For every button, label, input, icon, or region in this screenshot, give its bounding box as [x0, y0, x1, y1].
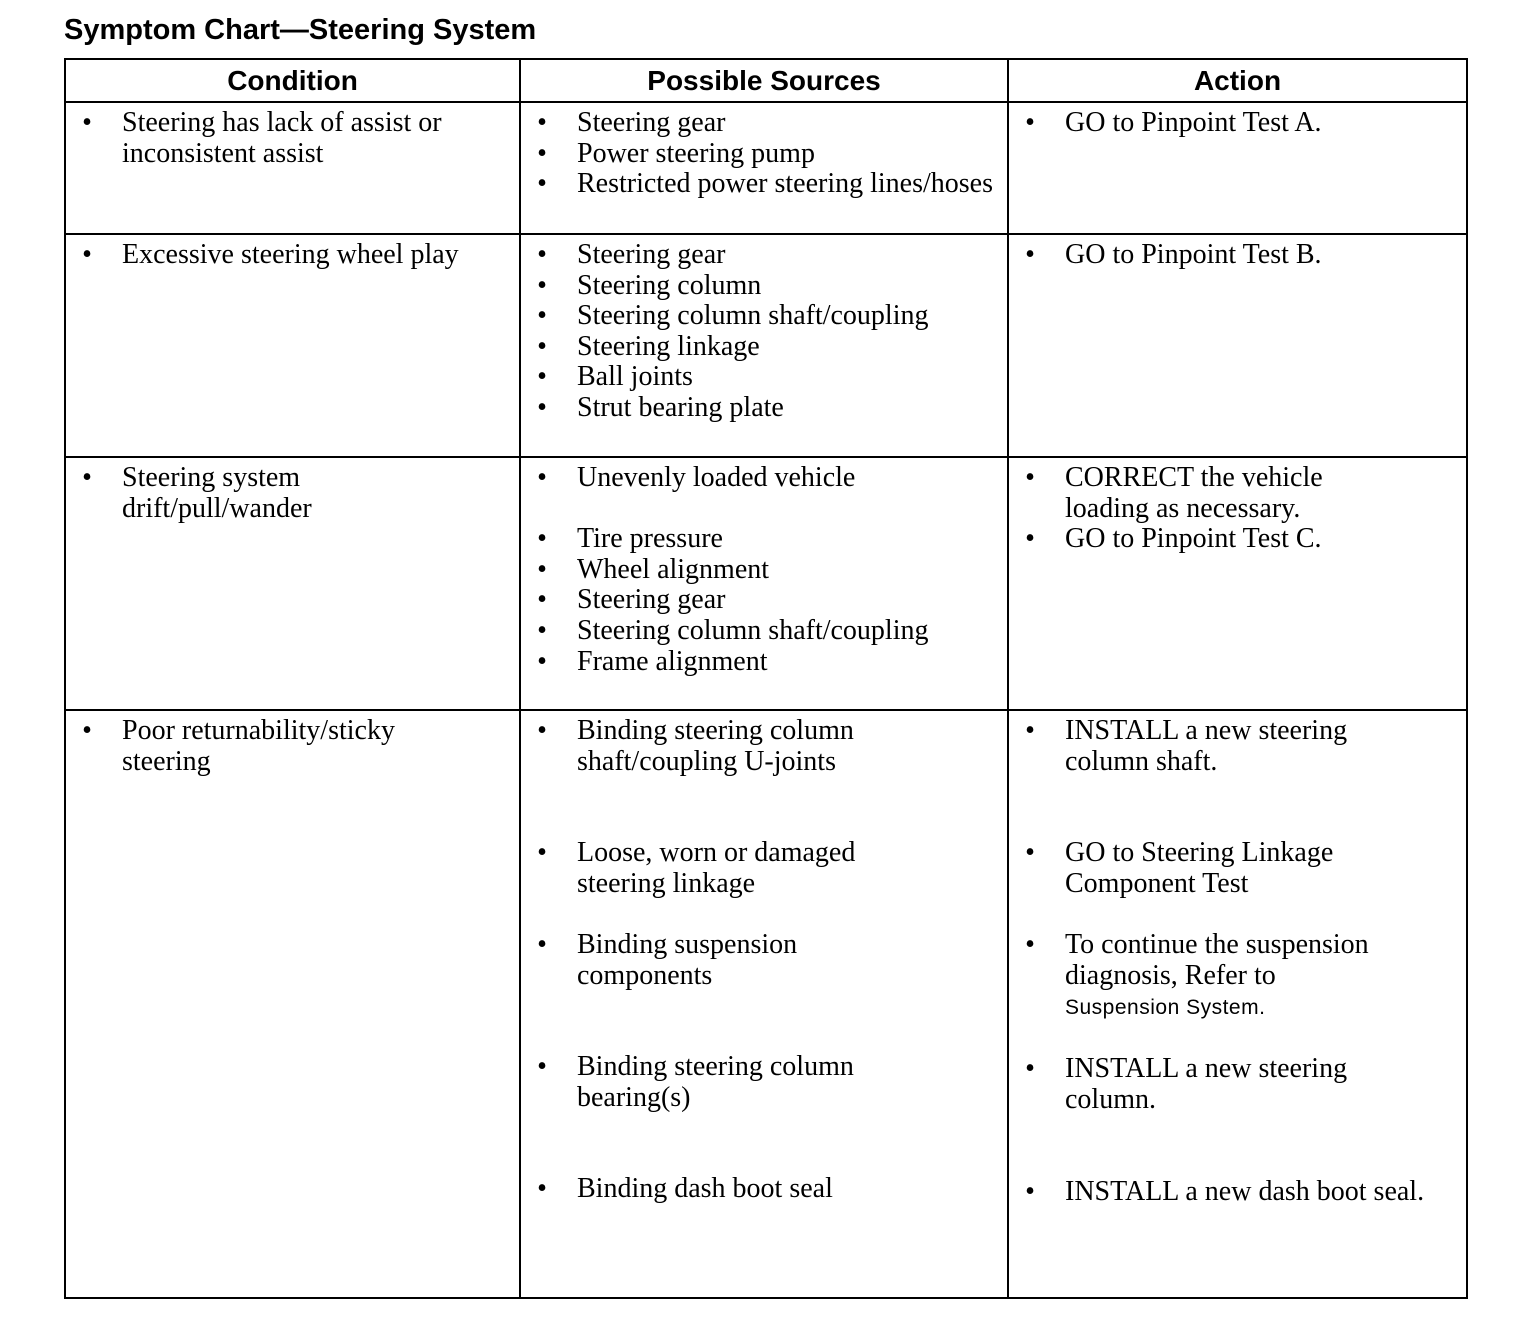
- bullet-icon: •: [82, 239, 92, 270]
- bullet-icon: •: [1025, 523, 1035, 555]
- condition-cell: [65, 102, 520, 234]
- bullet-icon: •: [1025, 928, 1035, 960]
- bullet-icon: •: [537, 107, 547, 138]
- condition-cell: [65, 710, 520, 1298]
- action-cell: [1008, 710, 1467, 1298]
- bullet-icon: •: [537, 584, 547, 616]
- bullet-icon: •: [537, 715, 547, 746]
- sources-cell: [520, 710, 1008, 1298]
- header-row: [65, 59, 1467, 102]
- action-cell: [1008, 102, 1467, 234]
- action-item: • GO to Pinpoint Test C.: [1009, 524, 1458, 555]
- condition-item: • Poor returnability/sticky steering: [66, 716, 442, 777]
- bullet-icon: •: [537, 928, 547, 960]
- source-item: • Ball joints: [521, 362, 999, 393]
- chart-title: Symptom Chart—Steering System: [64, 14, 537, 46]
- bullet-icon: •: [1025, 715, 1035, 746]
- action-item: • GO to Pinpoint Test A.: [1009, 108, 1458, 139]
- bullet-icon: •: [537, 391, 547, 423]
- source-item: • Restricted power steering lines/hoses: [521, 169, 999, 200]
- bullet-icon: •: [1025, 1053, 1035, 1085]
- source-item: • Steering column shaft/coupling: [521, 301, 999, 332]
- action-item: • INSTALL a new dash boot seal.: [1009, 1177, 1425, 1208]
- source-item: • Strut bearing plate: [521, 393, 999, 424]
- source-item: • Steering gear: [521, 108, 999, 139]
- bullet-icon: •: [537, 239, 547, 270]
- source-item: • Steering linkage: [521, 332, 999, 363]
- bullet-icon: •: [537, 361, 547, 393]
- bullet-icon: •: [537, 269, 547, 301]
- source-item: • Unevenly loaded vehicle: [521, 463, 999, 494]
- condition-cell: [65, 234, 520, 457]
- sources-cell: [520, 234, 1008, 457]
- condition-item: • Steering system drift/pull/wander: [66, 463, 337, 524]
- table-row: [65, 457, 1467, 710]
- condition-item: • Excessive steering wheel play: [66, 240, 511, 271]
- table-row: [65, 102, 1467, 234]
- source-item: • Steering gear: [521, 585, 999, 616]
- bullet-icon: •: [537, 330, 547, 362]
- source-item: • Steering column shaft/coupling: [521, 616, 999, 647]
- action-item: • GO to Pinpoint Test B.: [1009, 240, 1458, 271]
- source-item: • Loose, worn or damaged steering linkage: [521, 838, 907, 899]
- bullet-icon: •: [537, 1173, 547, 1205]
- action-item: • To continue the suspension diagnosis, Refer to Suspension System.: [1009, 930, 1425, 1024]
- header-condition: Condition: [65, 59, 520, 102]
- source-item: • Binding suspension components: [521, 930, 877, 991]
- source-item: • Frame alignment: [521, 647, 999, 678]
- table-row: [65, 710, 1467, 1298]
- action-cell: [1008, 457, 1467, 710]
- source-item: • Power steering pump: [521, 139, 999, 170]
- bullet-icon: •: [82, 462, 92, 493]
- symptom-chart-table: [64, 58, 1468, 1299]
- table-row: [65, 234, 1467, 457]
- bullet-icon: •: [1025, 107, 1035, 138]
- bullet-icon: •: [537, 462, 547, 493]
- bullet-icon: •: [537, 553, 547, 585]
- bullet-icon: •: [537, 645, 547, 677]
- bullet-icon: •: [537, 300, 547, 332]
- source-item: • Wheel alignment: [521, 555, 999, 586]
- bullet-icon: •: [537, 837, 547, 869]
- bullet-icon: •: [82, 107, 92, 138]
- source-item: • Binding steering column shaft/coupling U-joints: [521, 716, 907, 777]
- source-item: • Binding steering column bearing(s): [521, 1052, 907, 1113]
- bullet-icon: •: [1025, 239, 1035, 270]
- bullet-icon: •: [537, 137, 547, 169]
- bullet-icon: •: [1025, 1175, 1035, 1207]
- condition-cell: [65, 457, 520, 710]
- header-possible-sources: Possible Sources: [520, 59, 1008, 102]
- source-item: • Steering column: [521, 271, 999, 302]
- source-item: • Tire pressure: [521, 524, 999, 555]
- header-action: Action: [1008, 59, 1467, 102]
- bullet-icon: •: [537, 614, 547, 646]
- action-item: • INSTALL a new steering column shaft.: [1009, 716, 1405, 777]
- source-item: • Binding dash boot seal: [521, 1174, 999, 1205]
- action-item: • GO to Steering Linkage Component Test: [1009, 838, 1385, 899]
- bullet-icon: •: [82, 715, 92, 746]
- action-item: • INSTALL a new steering column.: [1009, 1054, 1405, 1115]
- action-item: • CORRECT the vehicle loading as necessary.: [1009, 463, 1365, 524]
- bullet-icon: •: [1025, 462, 1035, 493]
- source-item: • Steering gear: [521, 240, 999, 271]
- condition-item: • Steering has lack of assist or inconsistent assist: [66, 108, 511, 169]
- suspension-system-reference: Suspension System.: [1065, 996, 1266, 1020]
- bullet-icon: •: [537, 1051, 547, 1083]
- bullet-icon: •: [1025, 837, 1035, 869]
- action-cell: [1008, 234, 1467, 457]
- bullet-icon: •: [537, 168, 547, 200]
- sources-cell: [520, 102, 1008, 234]
- sources-cell: [520, 457, 1008, 710]
- bullet-icon: •: [537, 523, 547, 555]
